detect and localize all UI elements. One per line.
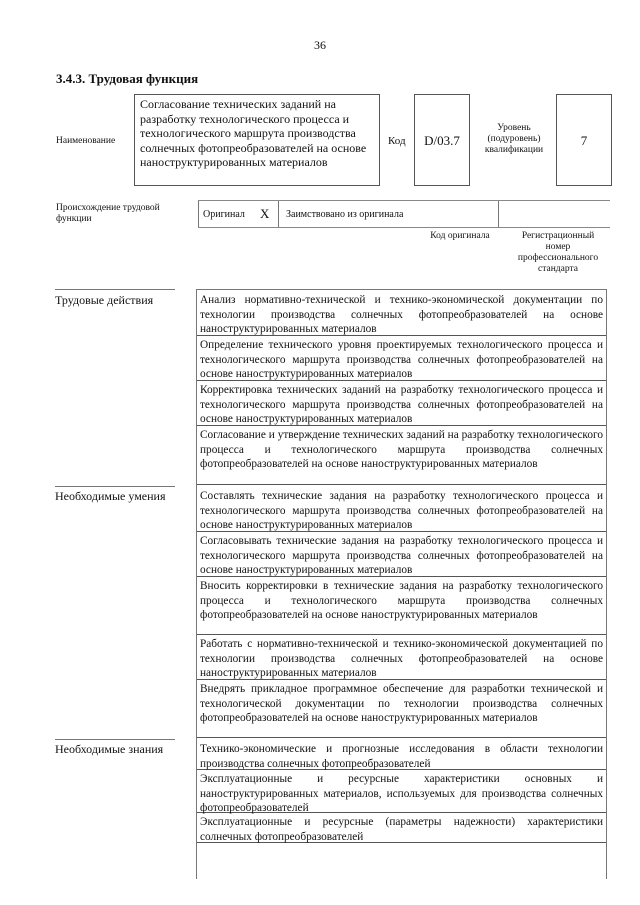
code-value: D/03.7 [424,133,460,148]
knowledge-item: Технико-экономические и прогнозные исследования в области технологии производства солнечных фотопреобразователей [197,742,606,770]
level-value: 7 [580,133,588,148]
labor-actions-label: Трудовые действия [55,293,154,307]
skill-item: Вносить корректировки в технические задания на разработку технологического процесса и технологического маршрута производства солнечных фотопреобразователей на основе наноструктурированных материалов [197,579,606,635]
labor-action-item: Определение технического уровня проектируемых технологического процесса и технологического маршрута производства солнечных фотопреобразователей на основе наноструктурированных материалов [197,338,606,381]
skill-item: Составлять технические задания на разработку технологического процесса и технологического маршрута производства солнечных фотопреобразователей на основе наноструктурированных материалов [197,489,606,532]
code-box [414,94,470,186]
reg-number-cell [498,200,610,228]
borrowed-label: Заимствовано из оригинала [286,209,404,220]
reg-number-label: Регистрационный номер профессионального стандарта [517,231,599,274]
section-title: 3.4.3. Трудовая функция [56,71,199,86]
origin-row [198,200,498,228]
knowledge-label: Необходимые знания [55,742,164,756]
skill-item: Внедрять прикладное программное обеспечение для разработки технической и технологической документации по технологии производства солнечных фотопреобразователей на основе наноструктурированных материалов [197,682,606,738]
page-number: 36 [314,38,326,52]
origin-label: Происхождение трудовой функции [56,203,160,224]
level-label: Уровень (подуровень) квалификации [484,123,544,155]
skills-label: Необходимые умения [55,489,166,503]
knowledge-item: Эксплуатационные и ресурсные характеристики основных и наноструктурированных материалов, используемых для производства солнечных фотопреобразователей [197,772,606,813]
original-mark: X [260,206,270,221]
code-original-label: Код оригинала [430,231,490,241]
labor-action-item: Корректировка технических заданий на разработку технологического процесса и технологического маршрута производства солнечных фотопреобразователей на основе наноструктурированных материалов [197,383,606,426]
original-label: Оригинал [203,209,245,220]
name-label: Наименование [56,136,116,146]
function-name-box [134,94,380,186]
level-box [556,94,612,186]
labor-action-item: Анализ нормативно-технической и технико-экономической документации по технологии производства солнечных фотопреобразователей на основе наноструктурированных материалов [197,293,606,336]
skill-item: Согласовывать технические задания на разработку технологического процесса и технологического маршрута производства солнечных фотопреобразователей на основе наноструктурированных материалов [197,534,606,577]
function-name: Согласование технических заданий на разработку технологического процесса и технологического маршрута производства солнечных фотопреобразователей на основе наноструктурированных материалов [140,97,367,169]
skill-item: Работать с нормативно-технической и технико-экономической документацией по технологии производства солнечных фотопреобразователей на основе наноструктурированных материалов [197,637,606,680]
code-label: Код [388,135,406,147]
knowledge-item: Эксплуатационные и ресурсные (параметры надежности) характеристики солнечных фотопреобразователей [197,815,606,843]
labor-action-item: Согласование и утверждение технических заданий на разработку технологического процесса и технологического маршрута производства солнечных фотопреобразователей на основе наноструктурированных материалов [197,428,606,485]
